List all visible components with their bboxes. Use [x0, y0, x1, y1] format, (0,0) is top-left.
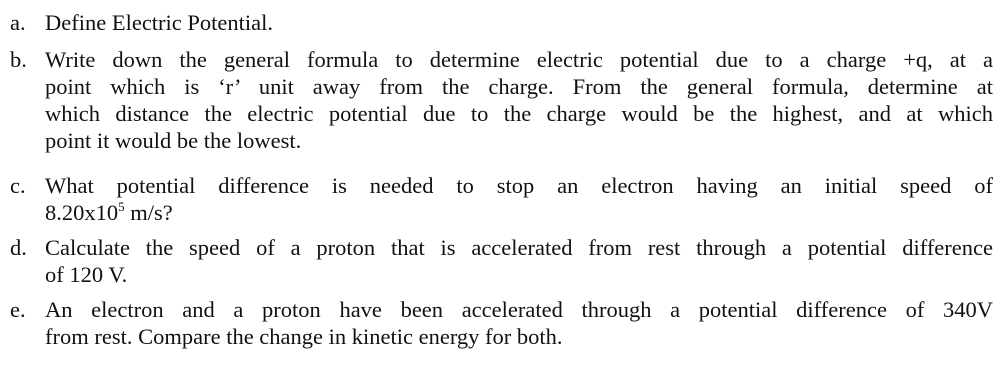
- question-c-text: [45, 172, 993, 226]
- question-e-line-2: from rest. Compare the change in kinetic energy for both.: [45, 324, 563, 349]
- speed-exponent: 5: [118, 199, 125, 214]
- question-d-text: [45, 234, 993, 288]
- question-b-line-1: Write down the general formula to determine electric potential due to a charge +q, at a: [45, 47, 993, 72]
- question-e-text: [45, 296, 993, 350]
- question-a-text: [45, 9, 993, 36]
- question-b-text: [45, 46, 993, 154]
- question-c-line-1: What potential difference is needed to stop an electron having an initial speed of: [45, 173, 993, 198]
- question-d-letter: d.: [10, 235, 27, 260]
- question-a-letter: a.: [10, 10, 26, 35]
- speed-unit: m/s?: [124, 200, 173, 225]
- question-e-letter: e.: [10, 297, 26, 322]
- question-d-line-1: Calculate the speed of a proton that is accelerated from rest through a potential difference: [45, 235, 993, 260]
- question-e-line-1: An electron and a proton have been accelerated through a potential difference of 340V: [45, 297, 993, 322]
- question-b-line-2: point which is ‘r’ unit away from the charge. From the general formula, determine at: [45, 74, 993, 99]
- question-c-letter: c.: [10, 173, 26, 198]
- question-a-line-1: Define Electric Potential.: [45, 10, 274, 35]
- speed-mantissa: 8.20x10: [45, 200, 119, 225]
- question-d-line-2: of 120 V.: [45, 262, 128, 287]
- question-b-letter: b.: [10, 47, 27, 72]
- question-b-line-4: point it would be the lowest.: [45, 128, 302, 153]
- question-b-line-3: which distance the electric potential due to the charge would be the highest, and at which: [45, 101, 993, 126]
- question-c-line-2: [45, 199, 993, 226]
